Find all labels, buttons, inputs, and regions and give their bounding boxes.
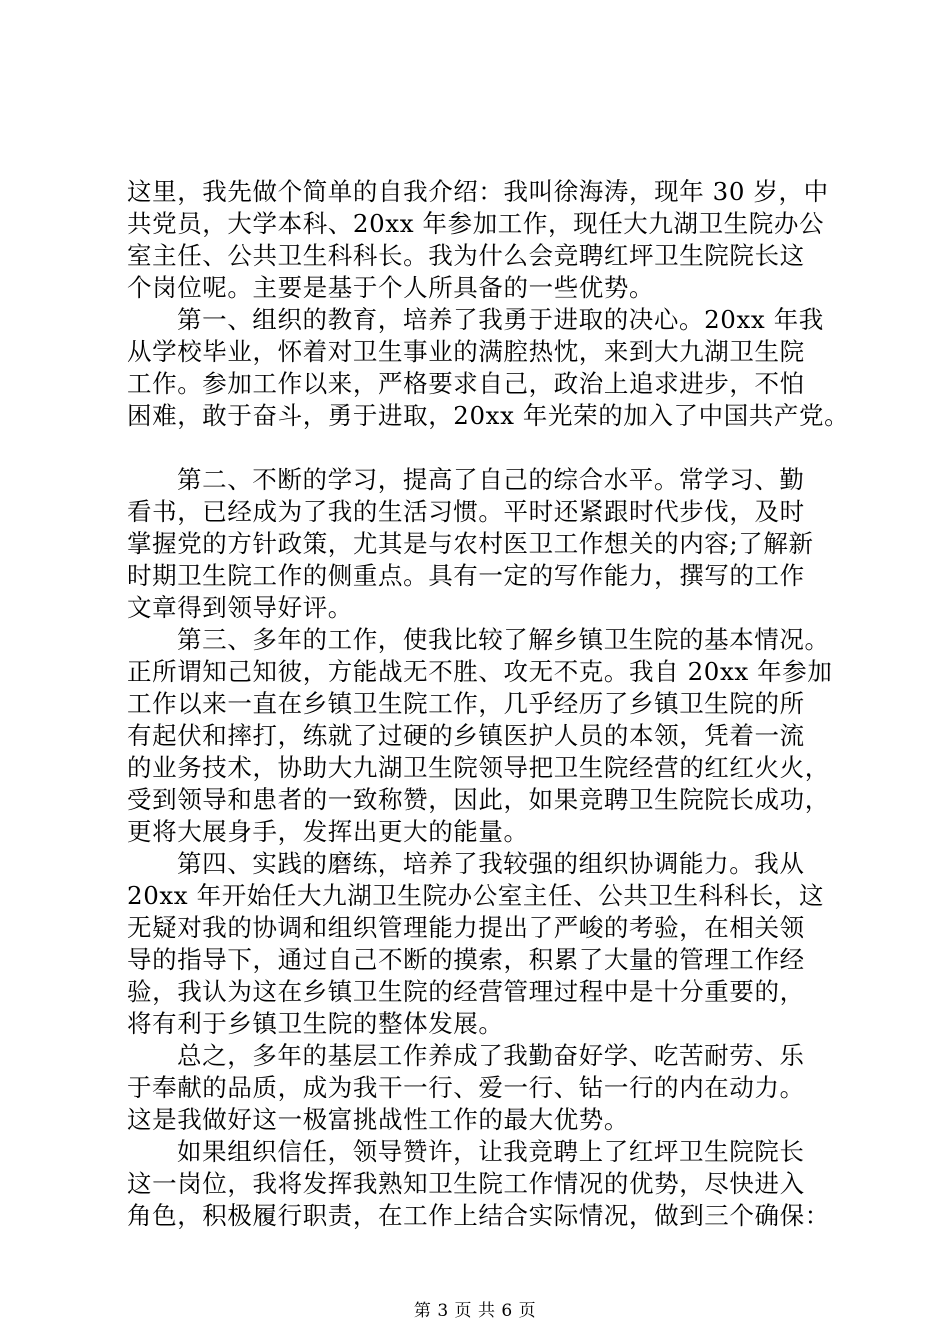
text-line: 工作。参加工作以来，严格要求自己，政治上追求进步，不怕 (127, 369, 805, 398)
paragraph-1-start: 第一、组织的教育，培养了我勇于进取的决心。20xx 年我 (177, 305, 824, 334)
text-line: 个岗位呢。主要是基于个人所具备的一些优势。 (127, 273, 655, 302)
text-line: 于奉献的品质，成为我干一行、爱一行、钻一行的内在动力。 (127, 1073, 805, 1102)
text-line: 掌握党的方针政策，尤其是与农村医卫工作想关的内容;了解新 (127, 529, 814, 558)
paragraph-3-start: 第三、多年的工作，使我比较了解乡镇卫生院的基本情况。 (177, 625, 830, 654)
text-line: 看书，已经成为了我的生活习惯。平时还紧跟时代步伐，及时 (127, 497, 805, 526)
paragraph-spacer (127, 432, 837, 464)
text-line: 共党员，大学本科、20xx 年参加工作，现任大九湖卫生院办公 (127, 209, 825, 238)
document-body (127, 176, 850, 1232)
text-line: 这是我做好这一极富挑战性工作的最大优势。 (127, 1105, 629, 1134)
paragraph-2-start: 第二、不断的学习，提高了自己的综合水平。常学习、勤 (177, 465, 805, 494)
text-line: 验，我认为这在乡镇卫生院的经营管理过程中是十分重要的， (127, 977, 805, 1006)
text-line: 的业务技术，协助大九湖卫生院领导把卫生院经营的红红火火， (127, 753, 830, 782)
text-line: 困难，敢于奋斗，勇于进取，20xx 年光荣的加入了中国共产党。 (127, 401, 850, 430)
text-line: 将有利于乡镇卫生院的整体发展。 (127, 1009, 504, 1038)
paragraph-4-start: 第四、实践的磨练，培养了我较强的组织协调能力。我从 (177, 849, 805, 878)
page-number-footer: 第 3 页 共 6 页 (413, 1301, 537, 1321)
text-line: 正所谓知己知彼，方能战无不胜、攻无不克。我自 20xx 年参加 (127, 657, 833, 686)
paragraph-6-start: 如果组织信任，领导赞许，让我竞聘上了红坪卫生院院长 (177, 1137, 805, 1166)
text-line: 无疑对我的协调和组织管理能力提出了严峻的考验，在相关领 (127, 913, 805, 942)
text-line: 文章得到领导好评。 (127, 593, 353, 622)
text-line: 导的指导下，通过自己不断的摸索，积累了大量的管理工作经 (127, 945, 805, 974)
text-line: 时期卫生院工作的侧重点。具有一定的写作能力，撰写的工作 (127, 561, 805, 590)
text-line: 受到领导和患者的一致称赞，因此，如果竞聘卫生院院长成功， (127, 785, 830, 814)
text-line: 有起伏和摔打，练就了过硬的乡镇医护人员的本领，凭着一流 (127, 721, 805, 750)
text-line: 这里，我先做个简单的自我介绍：我叫徐海涛，现年 30 岁，中 (127, 177, 829, 206)
text-line: 从学校毕业，怀着对卫生事业的满腔热忱，来到大九湖卫生院 (127, 337, 805, 366)
paragraph-5-start: 总之，多年的基层工作养成了我勤奋好学、吃苦耐劳、乐 (177, 1041, 805, 1070)
text-line: 更将大展身手，发挥出更大的能量。 (127, 817, 529, 846)
text-line: 角色，积极履行职责，在工作上结合实际情况，做到三个确保： (127, 1201, 830, 1230)
text-line: 这一岗位，我将发挥我熟知卫生院工作情况的优势，尽快进入 (127, 1169, 805, 1198)
text-line: 20xx 年开始任大九湖卫生院办公室主任、公共卫生科科长，这 (127, 881, 825, 910)
text-line: 工作以来一直在乡镇卫生院工作，几乎经历了乡镇卫生院的所 (127, 689, 805, 718)
text-line: 室主任、公共卫生科科长。我为什么会竞聘红坪卫生院院长这 (127, 241, 805, 270)
